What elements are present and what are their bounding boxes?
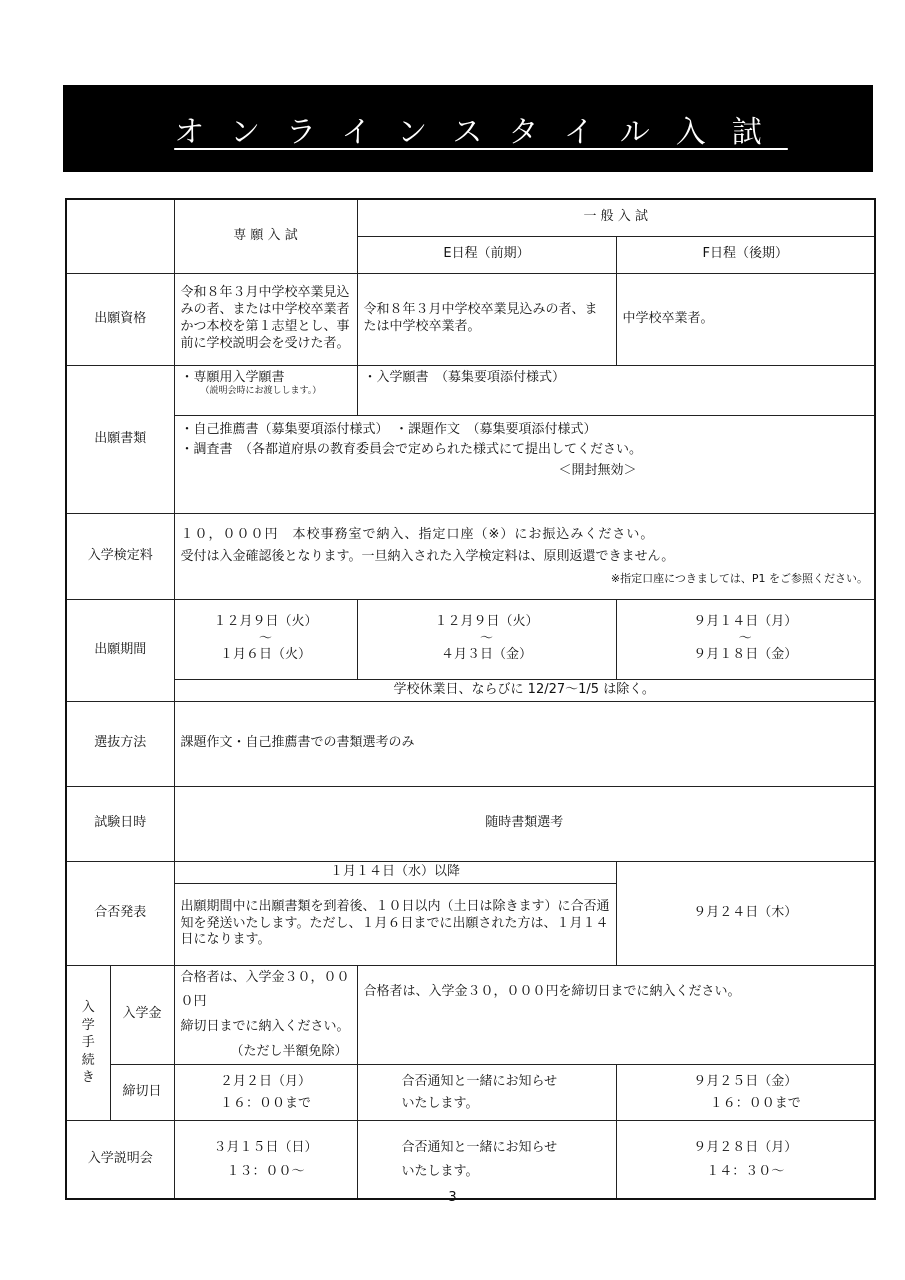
- procedure-fee-senkan-2: 締切日までに納入ください。: [180, 1018, 350, 1034]
- results-f: ９月２４日（木）: [616, 861, 875, 965]
- fee-line1: １０，０００円 本校事務室で納入、指定口座（※）にお振込みください。: [180, 526, 655, 542]
- admission-table: [65, 198, 876, 1200]
- documents-ippan: ・入学願書 （募集要項添付様式）: [357, 365, 875, 415]
- documents-common-line2: ・調査書 （各都道府県の教育委員会で定められた様式にて提出してください。: [180, 442, 643, 458]
- documents-common-line3: ＜開封無効＞: [558, 463, 637, 479]
- exam-date-value: 随時書類選考: [174, 786, 875, 861]
- selection-value: 課題作文・自己推薦書での書類選考のみ: [174, 701, 875, 786]
- header-ippan: 一 般 入 試: [357, 199, 875, 236]
- period-f: [616, 599, 875, 679]
- documents-senkan-line1: ・専願用入学願書: [180, 369, 285, 385]
- eligibility-e: 令和８年３月中学校卒業見込みの者、または中学校卒業者。: [357, 273, 616, 365]
- period-label: 出願期間: [66, 599, 174, 701]
- page-title: オンラインスタイル入試: [174, 114, 788, 150]
- orientation-f: [616, 1121, 875, 1199]
- period-senkan: [174, 599, 357, 679]
- procedure-deadline-f-2: １６：００まで: [709, 1095, 801, 1111]
- eligibility-f: 中学校卒業者。: [616, 273, 875, 365]
- procedure-char-3: 手: [81, 1035, 95, 1051]
- orientation-senkan-2: １３：００～: [226, 1163, 305, 1179]
- period-note: 学校休業日、ならびに 12/27～1/5 は除く。: [174, 679, 875, 701]
- period-f-tilde: ～: [738, 630, 752, 646]
- procedure-deadline-e: [357, 1065, 616, 1121]
- procedure-deadline-f-1: ９月２５日（金）: [693, 1073, 798, 1089]
- header-corner: [66, 199, 174, 273]
- documents-label: 出願書類: [66, 365, 174, 513]
- procedure-fee-senkan: [174, 965, 357, 1065]
- eligibility-senkan: 令和８年３月中学校卒業見込みの者、または中学校卒業者かつ本校を第１志望とし、事前に学校説明会を受けた者。: [174, 273, 357, 365]
- period-senkan-start: １２月９日（火）: [213, 613, 318, 629]
- procedure-deadline-e-2: いたします。: [401, 1095, 479, 1111]
- procedure-deadline-e-1: 合否通知と一緒にお知らせ: [401, 1073, 558, 1089]
- procedure-fee-ippan: 合格者は、入学金３０，０００円を締切日までに納入ください。: [357, 965, 875, 1065]
- procedure-char-5: き: [81, 1070, 95, 1086]
- procedure-char-4: 続: [81, 1052, 95, 1068]
- procedure-fee-label: 入学金: [110, 965, 174, 1065]
- page-number: 3: [448, 1190, 457, 1205]
- orientation-e-1: 合否通知と一緒にお知らせ: [401, 1140, 558, 1156]
- procedure-deadline-label: 締切日: [110, 1065, 174, 1121]
- period-e-end: ４月３日（金）: [440, 647, 532, 663]
- procedure-char-2: 学: [81, 1017, 95, 1033]
- period-senkan-tilde: ～: [258, 630, 272, 646]
- procedure-char-1: 入: [81, 1000, 95, 1015]
- header-senkan: 専 願 入 試: [174, 199, 357, 273]
- period-e: [357, 599, 616, 679]
- period-f-start: ９月１４日（月）: [693, 613, 798, 629]
- fee-content: [174, 513, 875, 599]
- orientation-senkan-1: ３月１５日（日）: [213, 1140, 318, 1156]
- fee-note: ※指定口座につきましては、P1 をご参照ください。: [610, 572, 868, 586]
- orientation-label: 入学説明会: [66, 1121, 174, 1199]
- procedure-label: [66, 965, 110, 1121]
- header-f-nittei: F日程（後期）: [616, 236, 875, 273]
- orientation-e: [357, 1121, 616, 1199]
- documents-senkan-line2: （説明会時にお渡しします。）: [200, 386, 322, 397]
- orientation-f-1: ９月２８日（月）: [693, 1140, 798, 1156]
- selection-label: 選抜方法: [66, 701, 174, 786]
- procedure-deadline-f: [616, 1065, 875, 1121]
- results-main: １月１４日（水）以降: [174, 861, 616, 883]
- documents-common-line1: ・自己推薦書（募集要項添付様式） ・課題作文 （募集要項添付様式）: [180, 421, 597, 437]
- procedure-fee-senkan-3: （ただし半額免除）: [230, 1043, 348, 1059]
- period-f-end: ９月１８日（金）: [693, 647, 798, 663]
- procedure-deadline-senkan-1: ２月２日（月）: [219, 1073, 311, 1089]
- documents-senkan: [174, 365, 357, 415]
- results-detail: 出願期間中に出願書類を到着後、１０日以内（土日は除きます）に合否通知を発送いたします。ただし、１月６日までに出願された方は、１月１４日になります。: [174, 883, 616, 965]
- orientation-senkan: [174, 1121, 357, 1199]
- fee-label: 入学検定料: [66, 513, 174, 599]
- exam-date-label: 試験日時: [66, 786, 174, 861]
- period-e-start: １２月９日（火）: [434, 613, 539, 629]
- orientation-f-2: １４：３０～: [706, 1163, 785, 1179]
- eligibility-label: 出願資格: [66, 273, 174, 365]
- documents-common: [174, 415, 875, 513]
- procedure-fee-senkan-1: 合格者は、入学金３０，０００円: [180, 969, 350, 1010]
- orientation-e-2: いたします。: [401, 1163, 479, 1179]
- period-senkan-end: １月６日（火）: [219, 647, 311, 663]
- period-e-tilde: ～: [479, 630, 493, 646]
- procedure-deadline-senkan: [174, 1065, 357, 1121]
- header-e-nittei: E日程（前期）: [357, 236, 616, 273]
- title-banner: [63, 85, 873, 172]
- results-label: 合否発表: [66, 861, 174, 965]
- procedure-deadline-senkan-2: １６：００まで: [219, 1095, 311, 1111]
- fee-line2: 受付は入金確認後となります。一旦納入された入学検定料は、原則返還できません。: [180, 549, 675, 565]
